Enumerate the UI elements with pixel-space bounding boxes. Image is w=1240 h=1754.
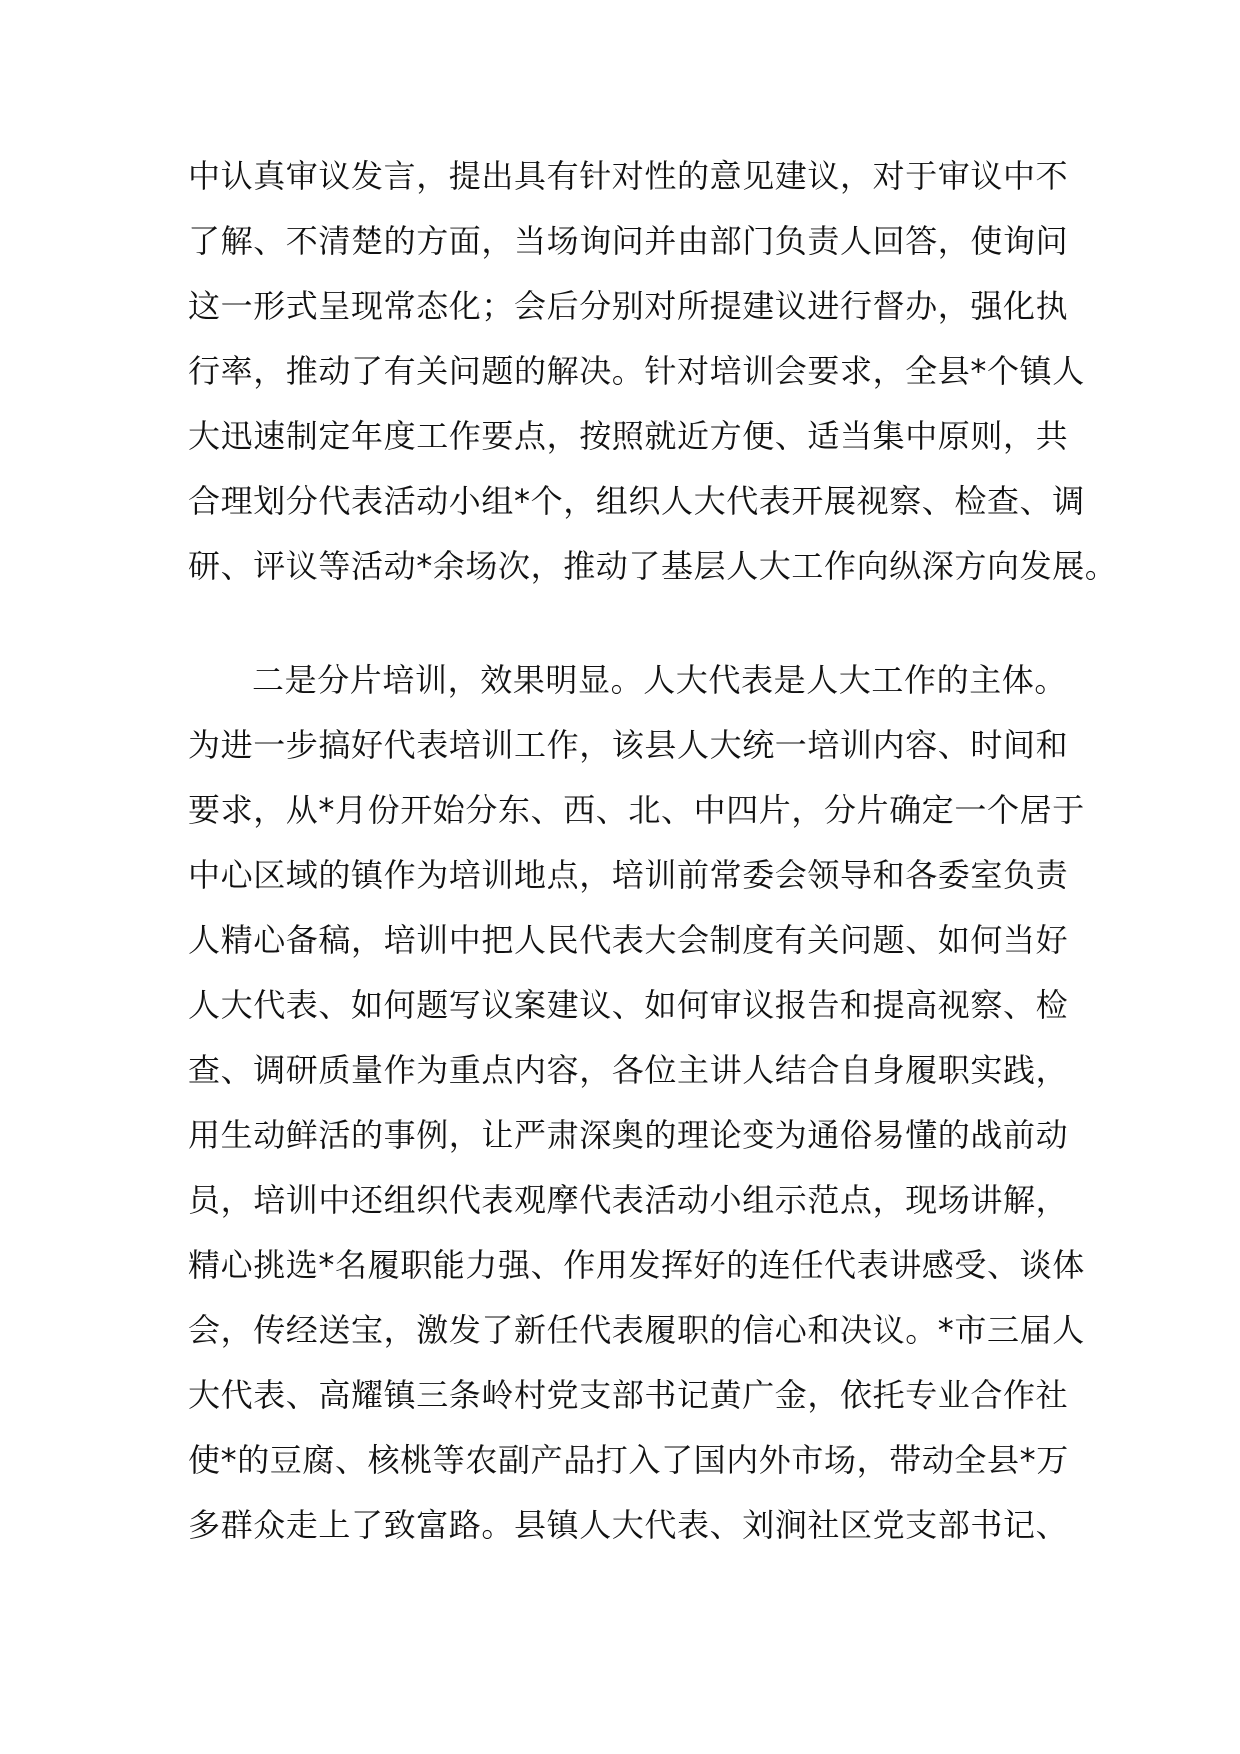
- paragraph-line: 中心区域的镇作为培训地点，培训前常委会领导和各委室负责: [188, 856, 1069, 894]
- paragraph-line: 中认真审议发言，提出具有针对性的意见建议，对于审议中不: [188, 157, 1069, 195]
- paragraph-line: 了解、不清楚的方面，当场询问并由部门负责人回答，使询问: [188, 222, 1069, 260]
- paragraph-line: 为进一步搞好代表培训工作，该县人大统一培训内容、时间和: [188, 726, 1069, 764]
- paragraph-line: 人大代表、如何题写议案建议、如何审议报告和提高视察、检: [188, 986, 1069, 1024]
- paragraph-line: 大迅速制定年度工作要点，按照就近方便、适当集中原则，共: [188, 417, 1069, 455]
- paragraph-line: 行率，推动了有关问题的解决。针对培训会要求，全县*个镇人: [188, 352, 1085, 390]
- paragraph-line: 人精心备稿，培训中把人民代表大会制度有关问题、如何当好: [188, 921, 1069, 959]
- paragraph-line: 要求，从*月份开始分东、西、北、中四片，分片确定一个居于: [188, 791, 1085, 829]
- paragraph-line: 会，传经送宝，激发了新任代表履职的信心和决议。*市三届人: [188, 1311, 1085, 1349]
- paragraph-2: [188, 648, 1085, 1558]
- paragraph-line: 合理划分代表活动小组*个，组织人大代表开展视察、检查、调: [188, 482, 1085, 520]
- paragraph-line: 多群众走上了致富路。县镇人大代表、刘涧社区党支部书记、: [188, 1506, 1069, 1544]
- paragraph-line: 精心挑选*名履职能力强、作用发挥好的连任代表讲感受、谈体: [188, 1246, 1085, 1284]
- paragraph-1: [188, 144, 1118, 599]
- paragraph-line: 这一形式呈现常态化；会后分别对所提建议进行督办，强化执: [188, 287, 1069, 325]
- paragraph-line: 查、调研质量作为重点内容，各位主讲人结合自身履职实践，: [188, 1051, 1069, 1089]
- paragraph-line: 用生动鲜活的事例，让严肃深奥的理论变为通俗易懂的战前动: [188, 1116, 1069, 1154]
- paragraph-line: 大代表、高耀镇三条岭村党支部书记黄广金，依托专业合作社: [188, 1376, 1069, 1414]
- paragraph-line: 研、评议等活动*余场次，推动了基层人大工作向纵深方向发展。: [188, 547, 1118, 585]
- paragraph-line: 员，培训中还组织代表观摩代表活动小组示范点，现场讲解，: [188, 1181, 1069, 1219]
- paragraph-first-line: 二是分片培训，效果明显。人大代表是人大工作的主体。: [252, 661, 1068, 699]
- paragraph-line: 使*的豆腐、核桃等农副产品打入了国内外市场，带动全县*万: [188, 1441, 1069, 1479]
